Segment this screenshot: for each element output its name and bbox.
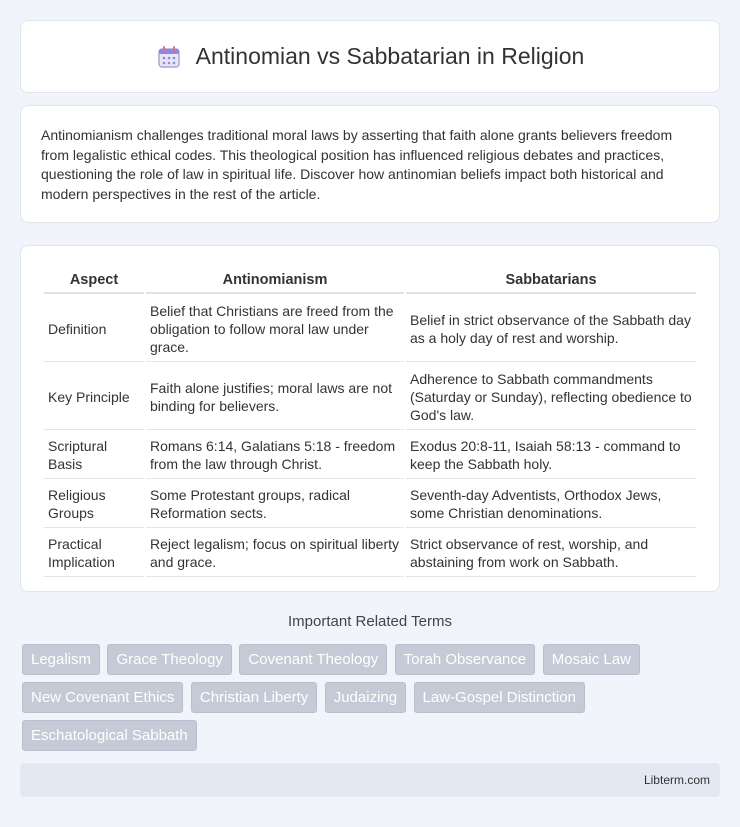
row-sabbatarians: Belief in strict observance of the Sabbath day as a holy day of rest and worship.	[406, 296, 696, 362]
row-aspect: Definition	[44, 296, 144, 362]
related-term-tag[interactable]: Grace Theology	[107, 644, 231, 675]
related-term-tag[interactable]: Legalism	[22, 644, 100, 675]
title-card	[20, 20, 720, 93]
header-aspect: Aspect	[44, 268, 144, 294]
comparison-table-card	[20, 245, 720, 592]
table-row	[44, 530, 696, 577]
related-term-tag[interactable]: Christian Liberty	[191, 682, 317, 713]
related-term-tag[interactable]: Torah Observance	[395, 644, 536, 675]
page-title: Antinomian vs Sabbatarian in Religion	[195, 43, 585, 69]
row-sabbatarians: Seventh-day Adventists, Orthodox Jews, some Christian denominations.	[406, 481, 696, 528]
table-row	[44, 481, 696, 528]
row-antinomianism: Romans 6:14, Galatians 5:18 - freedom from the law through Christ.	[146, 432, 404, 479]
related-term-tag[interactable]: New Covenant Ethics	[22, 682, 183, 713]
row-antinomianism: Faith alone justifies; moral laws are not binding for believers.	[146, 364, 404, 430]
related-term-tag[interactable]: Judaizing	[325, 682, 406, 713]
table-row	[44, 432, 696, 479]
related-term-tag[interactable]: Law-Gospel Distinction	[414, 682, 585, 713]
table-row	[44, 296, 696, 362]
footer	[20, 763, 720, 797]
calendar-icon	[156, 44, 182, 70]
row-sabbatarians: Adherence to Sabbath commandments (Saturday or Sunday), reflecting obedience to God's law.	[406, 364, 696, 430]
row-aspect: Key Principle	[44, 364, 144, 430]
header-sabbatarians: Sabbatarians	[406, 268, 696, 294]
intro-card	[20, 105, 720, 223]
row-aspect: Religious Groups	[44, 481, 144, 528]
related-term-tag[interactable]: Mosaic Law	[543, 644, 640, 675]
related-terms-list	[22, 644, 722, 758]
table-row	[44, 364, 696, 430]
intro-text: Antinomianism challenges traditional moral laws by asserting that faith alone grants believers freedom from legalistic ethical codes. This theological position has influenced religious debates and practices, questioning the role of law in spiritual life. Discover how antinomian beliefs impact both historical and modern perspectives in the rest of the article.	[41, 127, 673, 202]
header-antinomianism: Antinomianism	[146, 268, 404, 294]
table-header-row	[44, 268, 696, 294]
row-sabbatarians: Exodus 20:8-11, Isaiah 58:13 - command to keep the Sabbath holy.	[406, 432, 696, 479]
row-aspect: Practical Implication	[44, 530, 144, 577]
related-term-tag[interactable]: Covenant Theology	[239, 644, 387, 675]
row-sabbatarians: Strict observance of rest, worship, and abstaining from work on Sabbath.	[406, 530, 696, 577]
row-antinomianism: Some Protestant groups, radical Reformation sects.	[146, 481, 404, 528]
related-terms-title: Important Related Terms	[288, 613, 452, 630]
row-antinomianism: Belief that Christians are freed from the obligation to follow moral law under grace.	[146, 296, 404, 362]
row-antinomianism: Reject legalism; focus on spiritual liberty and grace.	[146, 530, 404, 577]
footer-site-link[interactable]: Libterm.com	[643, 773, 710, 787]
related-term-tag[interactable]: Eschatological Sabbath	[22, 720, 197, 751]
comparison-table	[42, 266, 698, 579]
row-aspect: Scriptural Basis	[44, 432, 144, 479]
